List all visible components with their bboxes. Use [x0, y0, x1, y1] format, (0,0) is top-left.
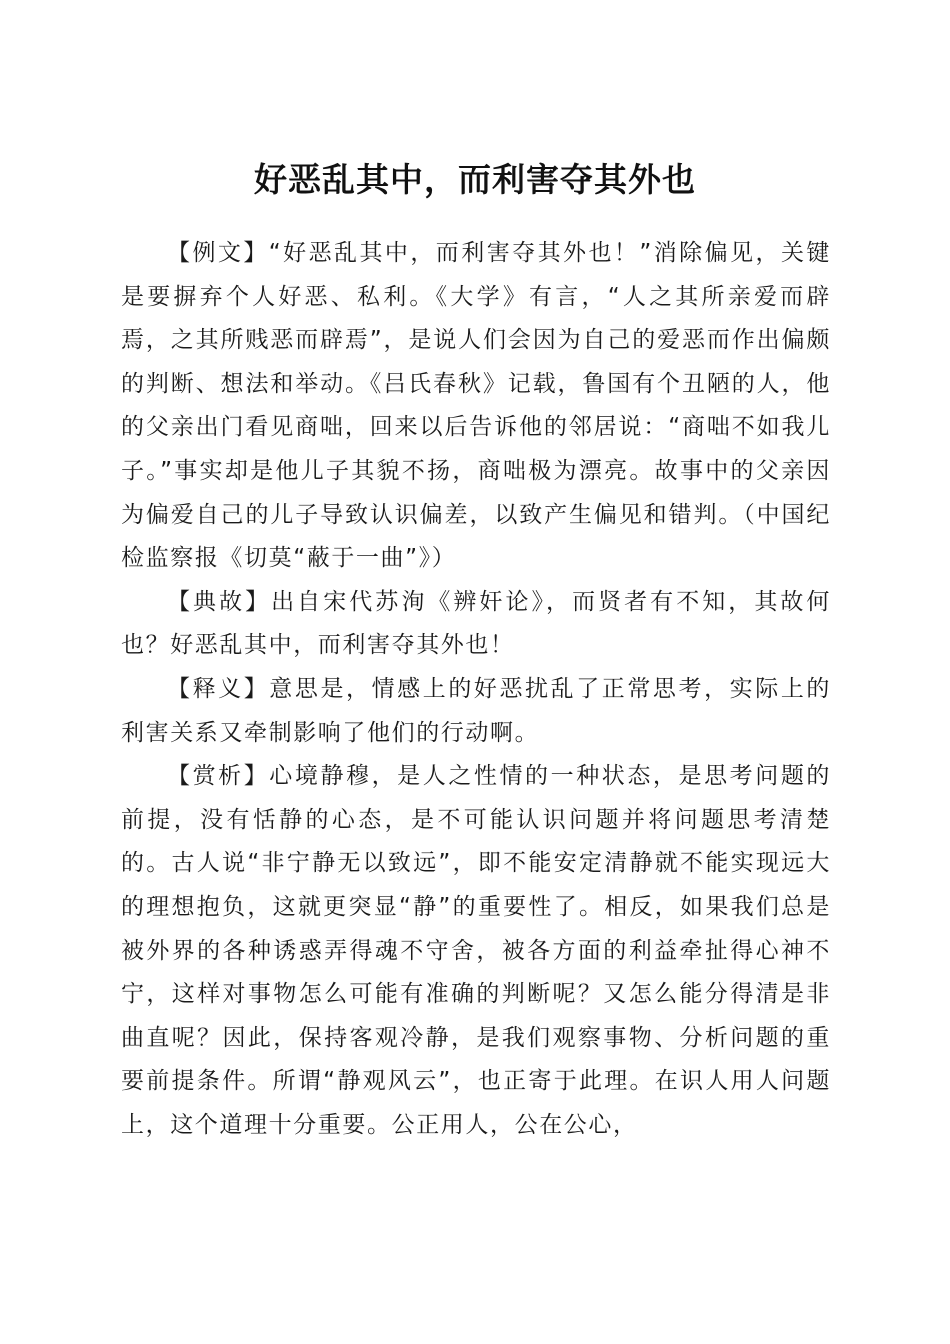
document-title: 好恶乱其中，而利害夺其外也	[254, 160, 696, 200]
paragraph-appreciation: 【赏析】心境静穆，是人之性情的一种状态，是思考问题的前提，没有恬静的心态，是不可能认识问题并将问题思考清楚的。古人说“非宁静无以致远”，即不能安定清静就不能实现远大的理想抱负，这就更突显“静”的重要性了。相反，如果我们总是被外界的各种诱惑弄得魂不守舍，被各方面的利益牵扯得心神不宁，这样对事物怎么可能有准确的判断呢？又怎么能分得清是非曲直呢？因此，保持客观冷静，是我们观察事物、分析问题的重要前提条件。所谓“静观风云”，也正寄于此理。在识人用人问题上，这个道理十分重要。公正用人，公在公心，	[121, 763, 831, 1138]
paragraph-allusion: 【典故】出自宋代苏洵《辨奸论》，而贤者有不知，其故何也？好恶乱其中，而利害夺其外也！	[121, 588, 831, 659]
document-body	[121, 232, 831, 1147]
paragraph-example: 【例文】“好恶乱其中，而利害夺其外也！”消除偏见，关键是要摒弃个人好恶、私利。《大学》有言，“人之其所亲爱而辟焉，之其所贱恶而辟焉”，是说人们会因为自己的爱恶而作出偏颇的判断、想法和举动。《吕氏春秋》记载，鲁国有个丑陋的人，他的父亲出门看见商咄，回来以后告诉他的邻居说：“商咄不如我儿子。”事实却是他儿子其貌不扬，商咄极为漂亮。故事中的父亲因为偏爱自己的儿子导致认识偏差，以致产生偏见和错判。（中国纪检监察报《切莫“蔽于一曲”》）	[121, 240, 831, 572]
paragraph-interpretation: 【释义】意思是，情感上的好恶扰乱了正常思考，实际上的利害关系又牵制影响了他们的行动啊。	[121, 675, 831, 746]
